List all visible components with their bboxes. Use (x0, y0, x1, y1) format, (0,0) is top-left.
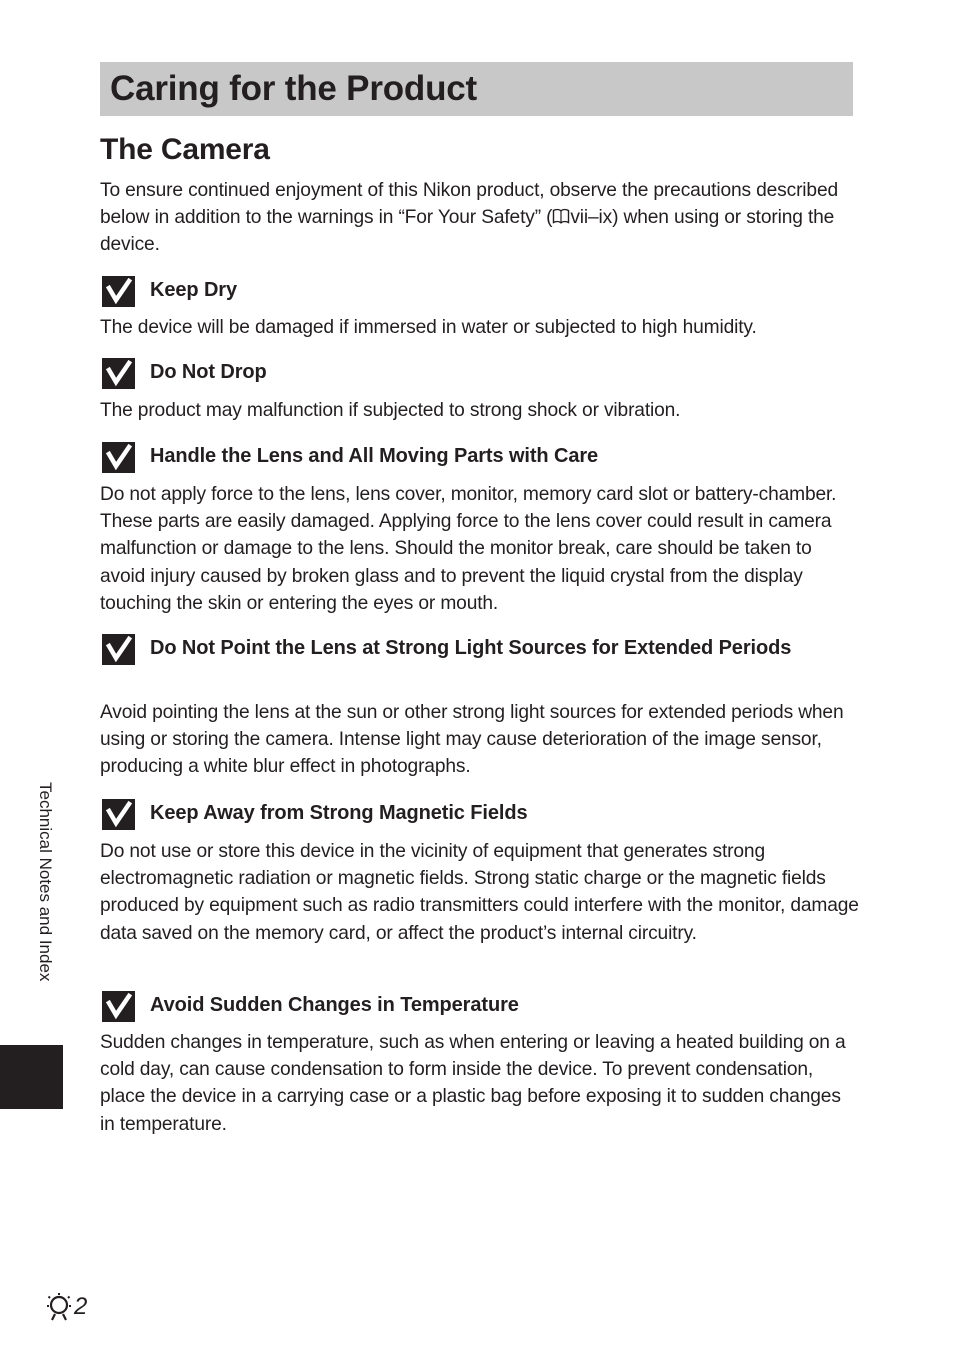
page-title: Caring for the Product (110, 69, 477, 108)
note-body: The product may malfunction if subjected to strong shock or vibration. (100, 400, 681, 421)
check-mark-icon (102, 442, 135, 473)
page-footer (46, 1290, 87, 1324)
note-title: Handle the Lens and All Moving Parts with Care (150, 445, 599, 467)
intro-text-after: ) when using or storing the device. (100, 207, 835, 256)
note-body: Do not use or store this device in the vicinity of equipment that generates strong electromagnetic radiation or magnetic fields. Strong static charge or the magnetic fields produced by equipment such as radio transmitters could interfere with the monitor, damage data saved on the memory card, or affect the product’s internal circuitry. (100, 841, 859, 944)
page-title-bar (100, 62, 853, 116)
note-heading-handle-lens (100, 442, 860, 476)
book-icon (552, 207, 570, 225)
check-mark-icon (102, 991, 135, 1022)
side-section-tab (0, 1045, 63, 1109)
note-heading-light-sources (100, 634, 860, 668)
note-title: Do Not Point the Lens at Strong Light Sources for Extended Periods (150, 637, 792, 659)
side-section-label: Technical Notes and Index (36, 782, 55, 982)
note-heading-magnetic-fields (100, 799, 860, 833)
check-mark-icon (102, 358, 135, 389)
note-body: Sudden changes in temperature, such as when entering or leaving a heated building on a cold day, can cause condensation to form inside the device. To prevent condensation, place the device in a carrying case or a plastic bag before exposing it to sudden changes in temperature. (100, 1032, 846, 1135)
check-mark-icon (102, 799, 135, 830)
note-title: Keep Dry (150, 279, 238, 301)
note-title: Do Not Drop (150, 361, 267, 383)
check-mark-icon (102, 276, 135, 307)
note-body: Do not apply force to the lens, lens cover, monitor, memory card slot or battery-chamber. These parts are easily damaged. Applying force to the lens cover could result in camera malfunction or damage to the lens. Should the monitor break, care should be taken to avoid injury caused by broken glass and to prevent the liquid crystal from the display touching the skin or entering the eyes or mouth. (100, 484, 837, 614)
note-title: Avoid Sudden Changes in Temperature (150, 994, 519, 1016)
note-title: Keep Away from Strong Magnetic Fields (150, 802, 528, 824)
intro-text-before: To ensure continued enjoyment of this Nikon product, observe the precautions described below in addition to the warnings in “For Your Safety” ( (100, 180, 838, 229)
note-heading-keep-dry (100, 276, 860, 310)
page-number: 2 (74, 1293, 88, 1320)
note-body: The device will be damaged if immersed in water or subjected to high humidity. (100, 317, 757, 338)
section-title: The Camera (100, 133, 270, 166)
note-body: Avoid pointing the lens at the sun or other strong light sources for extended periods when using or storing the camera. Intense light may cause deterioration of the image sensor, producing a white blur effect in photographs. (100, 702, 844, 778)
intro-paragraph (100, 177, 860, 259)
intro-ref-pages: vii–ix (570, 207, 613, 229)
note-heading-do-not-drop (100, 358, 860, 392)
technical-notes-icon (46, 1293, 72, 1321)
check-mark-icon (102, 634, 135, 665)
note-heading-temperature (100, 991, 860, 1025)
